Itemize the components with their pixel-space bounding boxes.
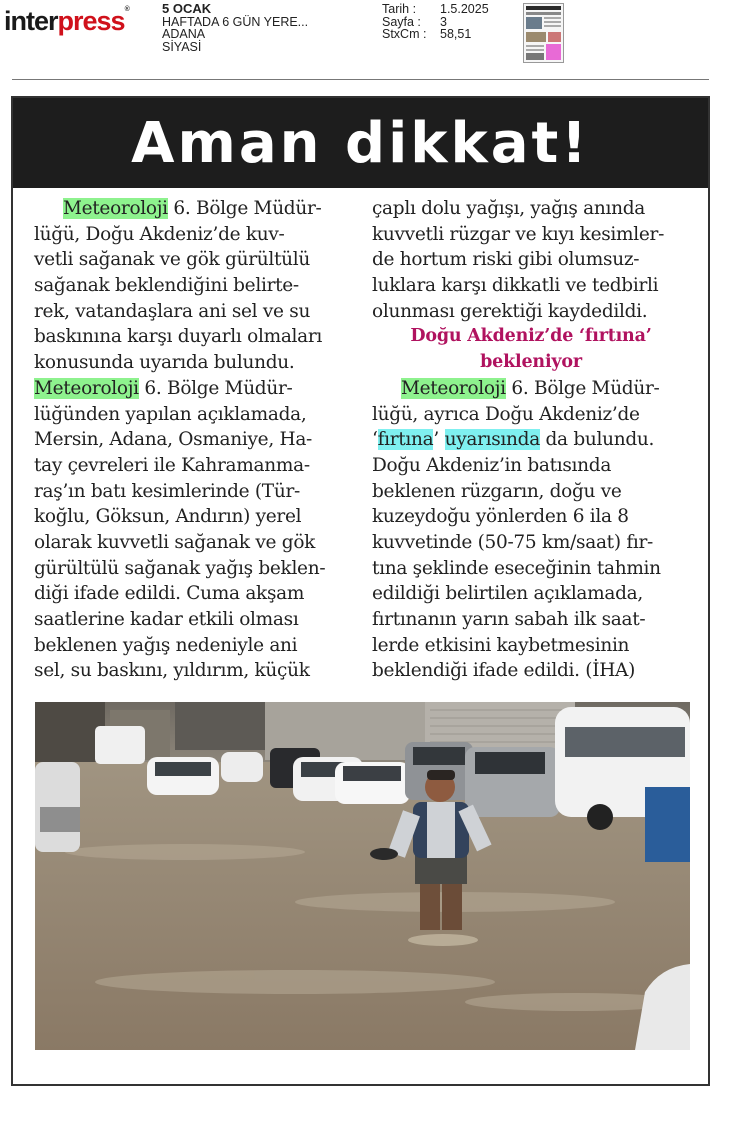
body-text-line [34, 376, 354, 402]
body-text-line [372, 402, 690, 428]
city-name: ADANA [162, 27, 206, 41]
body-text-line [34, 324, 354, 350]
text-segment: lüğü, Doğu Akdeniz’de kuv- [34, 223, 285, 245]
body-text-line [372, 196, 690, 222]
text-segment: gürültülü sağanak yağış beklen- [34, 557, 326, 579]
body-text-line [34, 530, 354, 556]
body-text-line [372, 222, 690, 248]
body-text-line [372, 376, 690, 402]
highlighted-keyword: Meteoroloji [63, 198, 168, 219]
clipping-info [162, 3, 308, 53]
text-segment: kuvvetli rüzgar ve kıyı kesimler- [372, 223, 665, 245]
text-segment: tına şeklinde eseceğinin tahmin [372, 557, 661, 579]
highlighted-keyword: fırtına [377, 429, 434, 451]
body-text-line [372, 504, 690, 530]
meta-key: StxCm : [382, 27, 427, 41]
logo-main-text: inter [4, 6, 58, 36]
text-segment: lüğü, ayrıca Doğu Akdeniz’de [372, 403, 640, 425]
text-segment: kuvvetinde (50-75 km/saat) fır- [372, 531, 653, 553]
text-segment: beklendiği ifade edildi. (İHA) [372, 660, 636, 682]
text-segment: tay çevreleri ile Kahramanma- [34, 454, 310, 476]
text-segment: baskınına karşı duyarlı olmaları [34, 326, 323, 348]
meta-value: 1.5.2025 [440, 2, 489, 16]
body-text-line [372, 556, 690, 582]
body-text-line [34, 504, 354, 530]
text-segment: sel, su baskını, yıldırım, küçük [34, 660, 310, 682]
text-segment: Doğu Akdeniz’in batısında [372, 454, 612, 476]
text-segment: da bulundu. [539, 429, 655, 451]
text-segment: lerde etkisini kaybetmesinin [372, 634, 630, 656]
body-text-line [372, 273, 690, 299]
subheading-line-2: bekleniyor [480, 352, 582, 373]
interpress-logo [4, 6, 130, 37]
text-segment: Mersin, Adana, Osmaniye, Ha- [34, 429, 312, 451]
body-text-line [34, 658, 354, 684]
text-segment: konusunda uyarıda bulundu. [34, 352, 295, 374]
body-text-line [34, 633, 354, 659]
body-text-line [34, 247, 354, 273]
body-text-line [372, 633, 690, 659]
meta-row-size [382, 28, 489, 41]
text-segment: edildiği belirtilen açıklamada, [372, 583, 643, 605]
body-text-line [34, 299, 354, 325]
clip-title: 5 OCAK [162, 1, 212, 16]
text-segment: saatlerine kadar etkili olması [34, 609, 299, 630]
text-segment: ’ [433, 429, 445, 451]
meta-value: 58,51 [440, 27, 472, 41]
text-segment: 6. Bölge Müdür- [167, 198, 322, 219]
meta-key: Tarih : [382, 2, 417, 16]
body-text-line [34, 479, 354, 505]
text-segment: lüğünden yapılan açıklamada, [34, 403, 307, 425]
meta-key: Sayfa : [382, 14, 421, 29]
body-text-line [372, 299, 690, 325]
body-text-line [34, 581, 354, 607]
text-segment: de hortum riski gibi olumsuz- [372, 249, 640, 271]
text-segment: luklara karşı dikkatli ve tedbirli [372, 275, 659, 297]
headline-bar [13, 98, 708, 188]
text-segment: sağanak beklendiğini belirte- [34, 275, 299, 297]
clipping-meta [382, 3, 489, 41]
registered-mark: ® [124, 6, 130, 13]
body-text-line [34, 350, 354, 376]
body-text-line [372, 581, 690, 607]
article-headline: Aman dikkat! [131, 110, 590, 176]
right-column-bottom [372, 376, 690, 684]
right-column-top [372, 196, 690, 324]
text-segment: çaplı dolu yağışı, yağış anında [372, 198, 646, 219]
subheading-line-1: Doğu Akdeniz’de ‘fırtına’ [410, 326, 652, 347]
text-segment: raş’ın batı kesimlerinde (Tür- [34, 480, 300, 502]
text-segment: 6. Bölge Müdür- [138, 377, 293, 399]
text-segment: vetli sağanak ve gök gürültülü [34, 249, 310, 271]
text-segment: 6. Bölge Müdür- [505, 377, 660, 399]
text-segment: kuzeydoğu yönlerden 6 ila 8 [372, 506, 629, 528]
article-clipping [11, 96, 710, 1086]
logo-accent-text: press [57, 6, 125, 36]
category-name: SİYASİ [162, 39, 202, 54]
body-text-line [34, 453, 354, 479]
page-thumbnail[interactable] [523, 3, 564, 63]
highlighted-keyword: Meteoroloji [34, 377, 139, 399]
flooded-street-photo [35, 702, 690, 1050]
body-text-line [372, 427, 690, 453]
text-segment: koğlu, Göksun, Andırın) yerel [34, 506, 302, 528]
photo-icon [35, 702, 690, 1050]
body-text-line [372, 247, 690, 273]
header-divider [12, 79, 709, 80]
body-text-line [372, 530, 690, 556]
body-text-line [372, 453, 690, 479]
text-segment: olunması gerektiği kaydedildi. [372, 300, 648, 322]
text-segment: rek, vatandaşlara ani sel ve su [34, 300, 311, 322]
text-segment: olarak kuvvetli sağanak ve gök [34, 531, 316, 553]
body-text-line [34, 556, 354, 582]
highlighted-keyword: Meteoroloji [401, 377, 506, 399]
body-text-line [34, 427, 354, 453]
body-text-line [34, 196, 354, 222]
body-text-line [34, 222, 354, 248]
text-segment: ‘ [372, 429, 378, 451]
body-text-line [34, 402, 354, 428]
text-segment: beklenen yağış nedeniyle ani [34, 634, 298, 656]
body-text-line [372, 479, 690, 505]
highlighted-keyword: uyarısında [444, 429, 540, 451]
text-segment: diği ifade edildi. Cuma akşam [34, 583, 305, 605]
meta-value: 3 [440, 14, 447, 29]
body-text-line [34, 273, 354, 299]
text-segment: beklenen rüzgarın, doğu ve [372, 480, 622, 502]
body-text-line [372, 607, 690, 633]
article-left-column [34, 196, 354, 684]
body-text-line [372, 658, 690, 684]
publication-name: HAFTADA 6 GÜN YERE... [162, 14, 309, 29]
meta-row-date [382, 3, 489, 16]
body-text-line [34, 607, 354, 633]
text-segment: fırtınanın yarın sabah ilk saat- [372, 609, 646, 630]
article-right-column [372, 196, 690, 684]
